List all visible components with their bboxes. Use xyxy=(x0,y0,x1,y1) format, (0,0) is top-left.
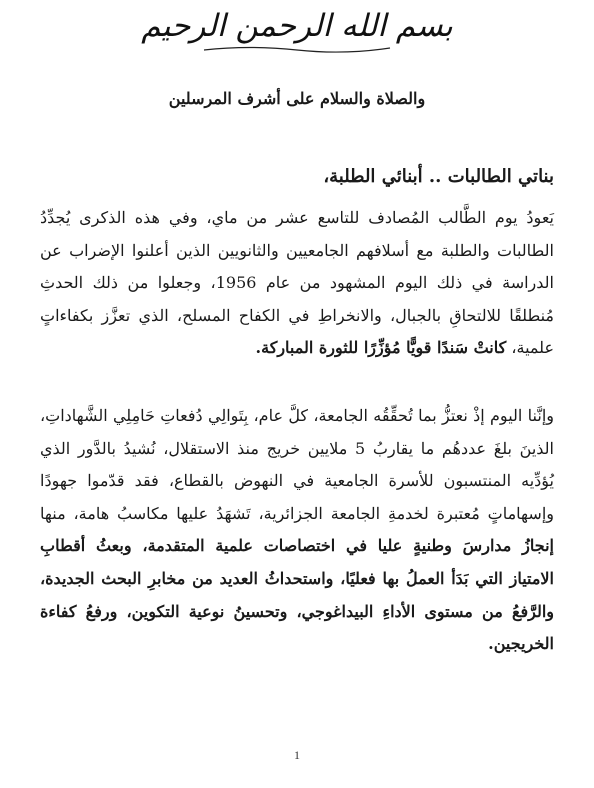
basmala-calligraphy: بسم الله الرحمن الرحيم xyxy=(141,8,453,44)
salutation-line: بناتي الطالبات .. أبنائي الطلبة، xyxy=(323,166,554,187)
paragraph-1 xyxy=(40,202,554,365)
paragraph-1-regular: يَعودُ يوم الطَّالب المُصادف للتاسع عشر من ماي، وفي هذه الذكرى يُجدِّدُ الطالبات والطلبة مع أسلافهم الجامعيين والثانويين الذين أعلنوا الإضراب عن الدراسة في ذلك اليوم المشهود من عام 1956، وجعلوا من ذلك الحدثِ مُنطلقًا للالتحاقِ بالجبال، والانخراطِ في الكفاح المسلح، الذي تعزَّز بكفاءاتٍ علمية، xyxy=(40,208,554,358)
paragraph-2-bold: إنجازُ مدارسَ وطنيةٍ عليا في اختصاصات علمية المتقدمة، وبعثُ أقطابِ الامتياز التي بَدَأ العملُ بها فعليًا، واستحداثُ العديد من مخابرِ البحث الجديدة، والرَّفعُ من مستوى الأداءِ البيداغوجي، وتحسينُ نوعية التكوين، ورفعُ كفاءة الخريجين. xyxy=(40,536,554,654)
page-number: 1 xyxy=(294,748,300,762)
paragraph-2 xyxy=(40,400,554,661)
calligraphy-flourish-icon xyxy=(200,44,394,54)
paragraph-2-regular: وإنَّنا اليوم إذْ نعتزُّ بما تُحقِّقُه الجامعة، كلَّ عام، بِتَوالِي دُفعاتِ حَامِلِي الشَّهاداتِ، الذينَ بلغَ عددهُم ما يقاربُ 5 ملايين خريج منذ الاستقلال، نُشيدُ بالدَّور الذي يُؤدِّيه المنتسبون للأسرة الجامعية في النهوض بالقطاع، فقد قدّموا جهودًا وإسهاماتٍ مُعتبرة لخدمةِ الجامعة الجزائرية، تَشهَدُ عليها مكاسبُ هامة، منها xyxy=(40,406,555,523)
opening-greeting: والصلاة والسلام على أشرف المرسلين xyxy=(168,89,426,108)
paragraph-1-bold: كانتْ سَندًا قويًّا مُؤزِّرًا للثورة المباركة. xyxy=(255,338,507,358)
